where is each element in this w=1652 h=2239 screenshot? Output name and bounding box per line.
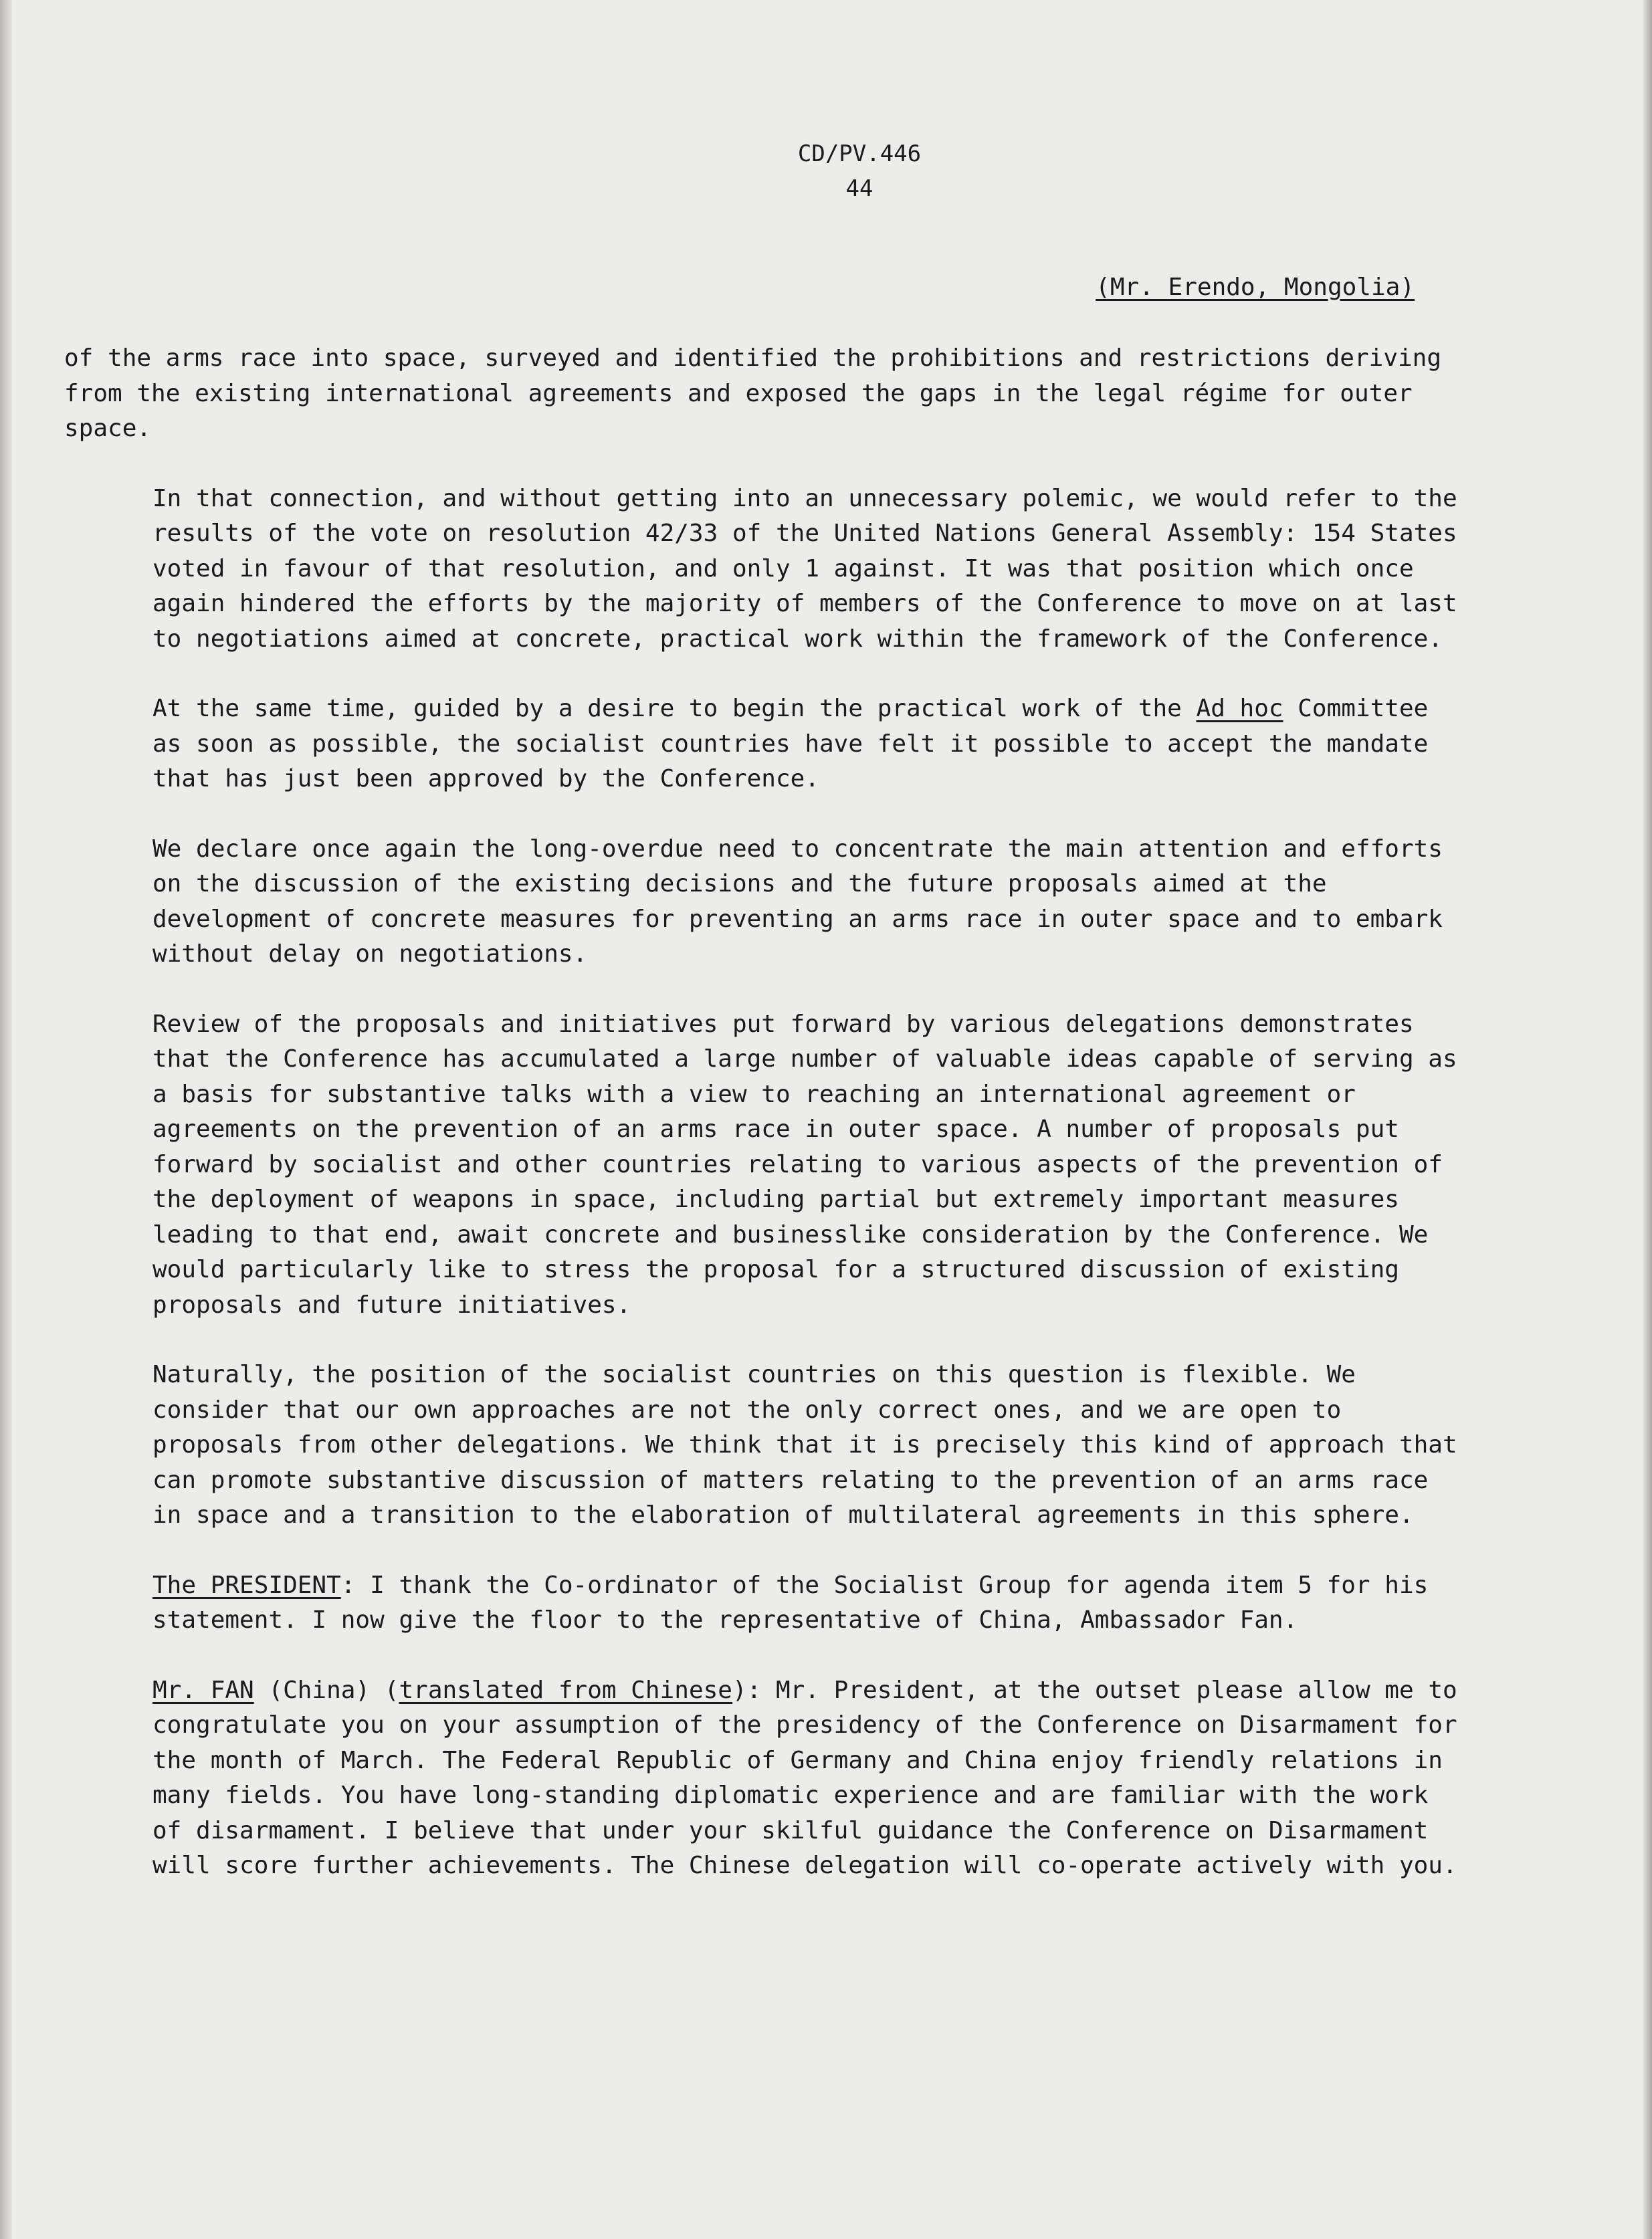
fan-statement bbox=[64, 1673, 1469, 1884]
translation-note: translated from Chinese bbox=[399, 1676, 732, 1704]
president-statement bbox=[64, 1568, 1469, 1638]
fan-speaker-name: Mr. FAN bbox=[152, 1676, 254, 1704]
paragraph-3-suffix: Committee as soon as possible, the socialist countries have felt it possible to accept the mandate that has just been approved by the Conference. bbox=[152, 695, 1429, 792]
president-speaker-name: The PRESIDENT bbox=[152, 1571, 341, 1599]
paragraph-6: Naturally, the position of the socialist countries on this question is flexible. We consider that our own approaches are not the only correct ones, and we are open to proposals from other delegations. We think that it is precisely this kind of approach that can promote substantive discussion of matters relating to the prevention of an arms race in space and a transition to the elaboration of multilateral agreements in this sphere. bbox=[152, 1361, 1457, 1529]
page-number: 44 bbox=[845, 175, 873, 202]
president-statement-text: : I thank the Co-ordinator of the Socialist Group for agenda item 5 for his statement. I now give the floor to the representative of China, Ambassador Fan. bbox=[152, 1571, 1429, 1634]
fan-country: (China) ( bbox=[253, 1676, 399, 1704]
paragraph-3 bbox=[64, 691, 1469, 797]
paragraph-3-prefix: At the same time, guided by a desire to begin the practical work of the bbox=[152, 695, 1197, 722]
document-body bbox=[64, 341, 1469, 1919]
fan-statement-text: ): Mr. President, at the outset please allow me to congratulate you on your assumption of the presidency of the Conference on Disarmament for the month of March. The Federal Republic of Germany and China enjoy friendly relations in many fields. You have long-standing diplomatic experience and are familiar with the work of disarmament. I believe that under your skilful guidance the Conference on Disarmament will score further achievements. The Chinese delegation will co-operate actively with you. bbox=[152, 1676, 1457, 1879]
page-left-edge bbox=[0, 0, 12, 2239]
paragraph-5: Review of the proposals and initiatives put forward by various delegations demonstrates that the Conference has accumulated a large number of valuable ideas capable of serving as a basis for substantive talks with a view to reaching an international agreement or agreements on the prevention of an arms race in outer space. A number of proposals put forward by socialist and other countries relating to various aspects of the prevention of the deployment of weapons in space, including partial but extremely important measures leading to that end, await concrete and businesslike consideration by the Conference. We would particularly like to stress the proposal for a structured discussion of existing proposals and future initiatives. bbox=[152, 1010, 1457, 1319]
paragraph-4: We declare once again the long-overdue need to concentrate the main attention and efforts on the discussion of the existing decisions and the future proposals aimed at the development of concrete measures for preventing an arms race in outer space and to embark without delay on negotiations. bbox=[152, 835, 1443, 968]
ad-hoc-emphasis: Ad hoc bbox=[1196, 695, 1283, 722]
paragraph-2: In that connection, and without getting into an unnecessary polemic, we would refer to the results of the vote on resolution 42/33 of the United Nations General Assembly: 154 States voted in favour of that resolution, and only 1 against. It was that position which once again hindered the efforts by the majority of members of the Conference to move on at last to negotiations aimed at concrete, practical work within the framework of the Conference. bbox=[152, 484, 1457, 653]
document-id: CD/PV.446 bbox=[797, 140, 922, 167]
page-right-edge bbox=[1643, 0, 1652, 2239]
paragraph-1: of the arms race into space, surveyed and identified the prohibitions and restrictions deriving from the existing international agreements and exposed the gaps in the legal régime for outer space. bbox=[64, 344, 1442, 442]
speaker-attribution: (Mr. Erendo, Mongolia) bbox=[1096, 274, 1415, 301]
